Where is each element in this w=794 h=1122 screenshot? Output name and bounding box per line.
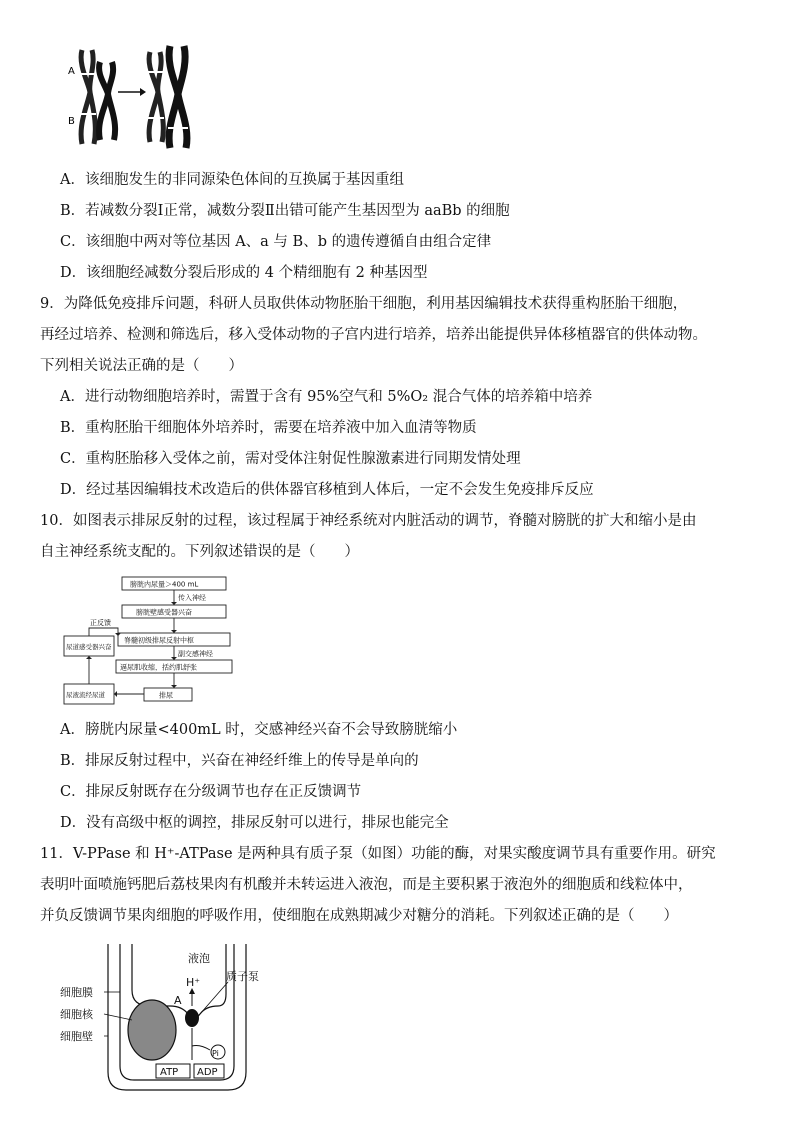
q9-option-c: C．重构胚胎移入受体之前，需对受体注射促性腺激素进行同期发情处理: [60, 451, 521, 467]
chromosome-figure: [66, 44, 196, 150]
flow-box2: 膀胱壁感受器兴奋: [136, 608, 192, 617]
flow-feedback-label: 正反馈: [90, 619, 111, 627]
flow-box1: 膀胱内尿量＞400 mL: [130, 580, 199, 589]
q9-stem-line2: 再经过培养、检测和筛选后，移入受体动物的子宫内进行培养，培养出能提供异体移植器官的供体动物。: [40, 327, 707, 343]
label-pump: 质子泵: [226, 970, 259, 983]
flow-box4: 逼尿肌收缩，括约肌舒张: [120, 663, 197, 672]
q9-stem-line3: 下列相关说法正确的是（ ）: [40, 358, 243, 374]
q8-option-a: A．该细胞发生的非同源染色体间的互换属于基因重组: [60, 172, 404, 188]
chrom-label-b: B: [68, 116, 75, 127]
flow-arrow2-label: 传入神经: [178, 594, 206, 602]
label-pi: Pi: [212, 1049, 219, 1058]
chromosome-pair-before: [80, 50, 115, 144]
flow-box5: 排尿: [159, 691, 173, 700]
label-membrane: 细胞膜: [60, 986, 93, 999]
q8-option-b: B．若减数分裂Ⅰ正常，减数分裂Ⅱ出错可能产生基因型为 aaBb 的细胞: [60, 203, 510, 219]
urination-flowchart: [60, 574, 260, 706]
q10-stem-line1: 10．如图表示排尿反射的过程，该过程属于神经系统对内脏活动的调节，脊髓对膀胱的扩大和缩小是由: [40, 513, 697, 529]
chrom-label-a: A: [68, 66, 75, 77]
q11-stem-line2: 表明叶面喷施钙肥后荔枝果肉有机酸并未转运进入液泡，而是主要积累于液泡外的细胞质和线粒体中，: [40, 877, 693, 893]
flow-side-top: 尿道感受器兴奋: [66, 643, 112, 651]
q9-stem-line1: 9．为降低免疫排斥问题，科研人员取供体动物胚胎干细胞，利用基因编辑技术获得重构胚胎干细胞，: [40, 296, 688, 312]
flow-side-bottom: 尿液流经尿道: [66, 691, 105, 699]
q9-option-a: A．进行动物细胞培养时，需置于含有 95%空气和 5%O₂ 混合气体的培养箱中培养: [60, 389, 593, 405]
label-atp: ATP: [160, 1067, 179, 1078]
q8-option-c: C．该细胞中两对等位基因 A、a 与 B、b 的遗传遵循自由组合定律: [60, 234, 492, 250]
transform-arrow: [118, 88, 146, 96]
q8-option-d: D．该细胞经减数分裂后形成的 4 个精细胞有 2 种基因型: [60, 265, 428, 281]
q10-option-b: B．排尿反射过程中，兴奋在神经纤维上的传导是单向的: [60, 753, 419, 769]
q11-stem-line1: 11．V-PPase 和 H⁺-ATPase 是两种具有质子泵（如图）功能的酶，对果实酸度调节具有重要作用。研究: [40, 846, 716, 862]
q10-option-d: D．没有高级中枢的调控，排尿反射可以进行，排尿也能完全: [60, 815, 449, 831]
chromosome-pair-after: [148, 46, 188, 148]
label-nucleus: 细胞核: [60, 1008, 93, 1021]
q10-option-a: A．膀胱内尿量<400mL 时，交感神经兴奋不会导致膀胱缩小: [60, 722, 458, 738]
label-wall: 细胞壁: [60, 1030, 93, 1043]
q11-stem-line3: 并负反馈调节果肉细胞的呼吸作用，使细胞在成熟期减少对糖分的消耗。下列叙述正确的是（ ）: [40, 908, 678, 924]
q10-option-c: C．排尿反射既存在分级调节也存在正反馈调节: [60, 784, 362, 800]
label-a: A: [174, 994, 182, 1007]
flow-arrow3-label: 副交感神经: [178, 650, 213, 658]
label-proton: H⁺: [186, 976, 201, 989]
proton-pump-shape: [185, 1009, 199, 1027]
q9-option-d: D．经过基因编辑技术改造后的供体器官移植到人体后，一定不会发生免疫排斥反应: [60, 482, 594, 498]
q9-option-b: B．重构胚胎干细胞体外培养时，需要在培养液中加入血清等物质: [60, 420, 477, 436]
label-vacuole: 液泡: [188, 952, 210, 965]
flow-box3: 脊髓初级排尿反射中枢: [124, 636, 194, 645]
q10-stem-line2: 自主神经系统支配的。下列叙述错误的是（ ）: [40, 544, 359, 560]
nucleus-shape: [128, 1000, 176, 1060]
label-adp: ADP: [197, 1067, 218, 1078]
proton-pump-figure: [60, 940, 260, 1100]
